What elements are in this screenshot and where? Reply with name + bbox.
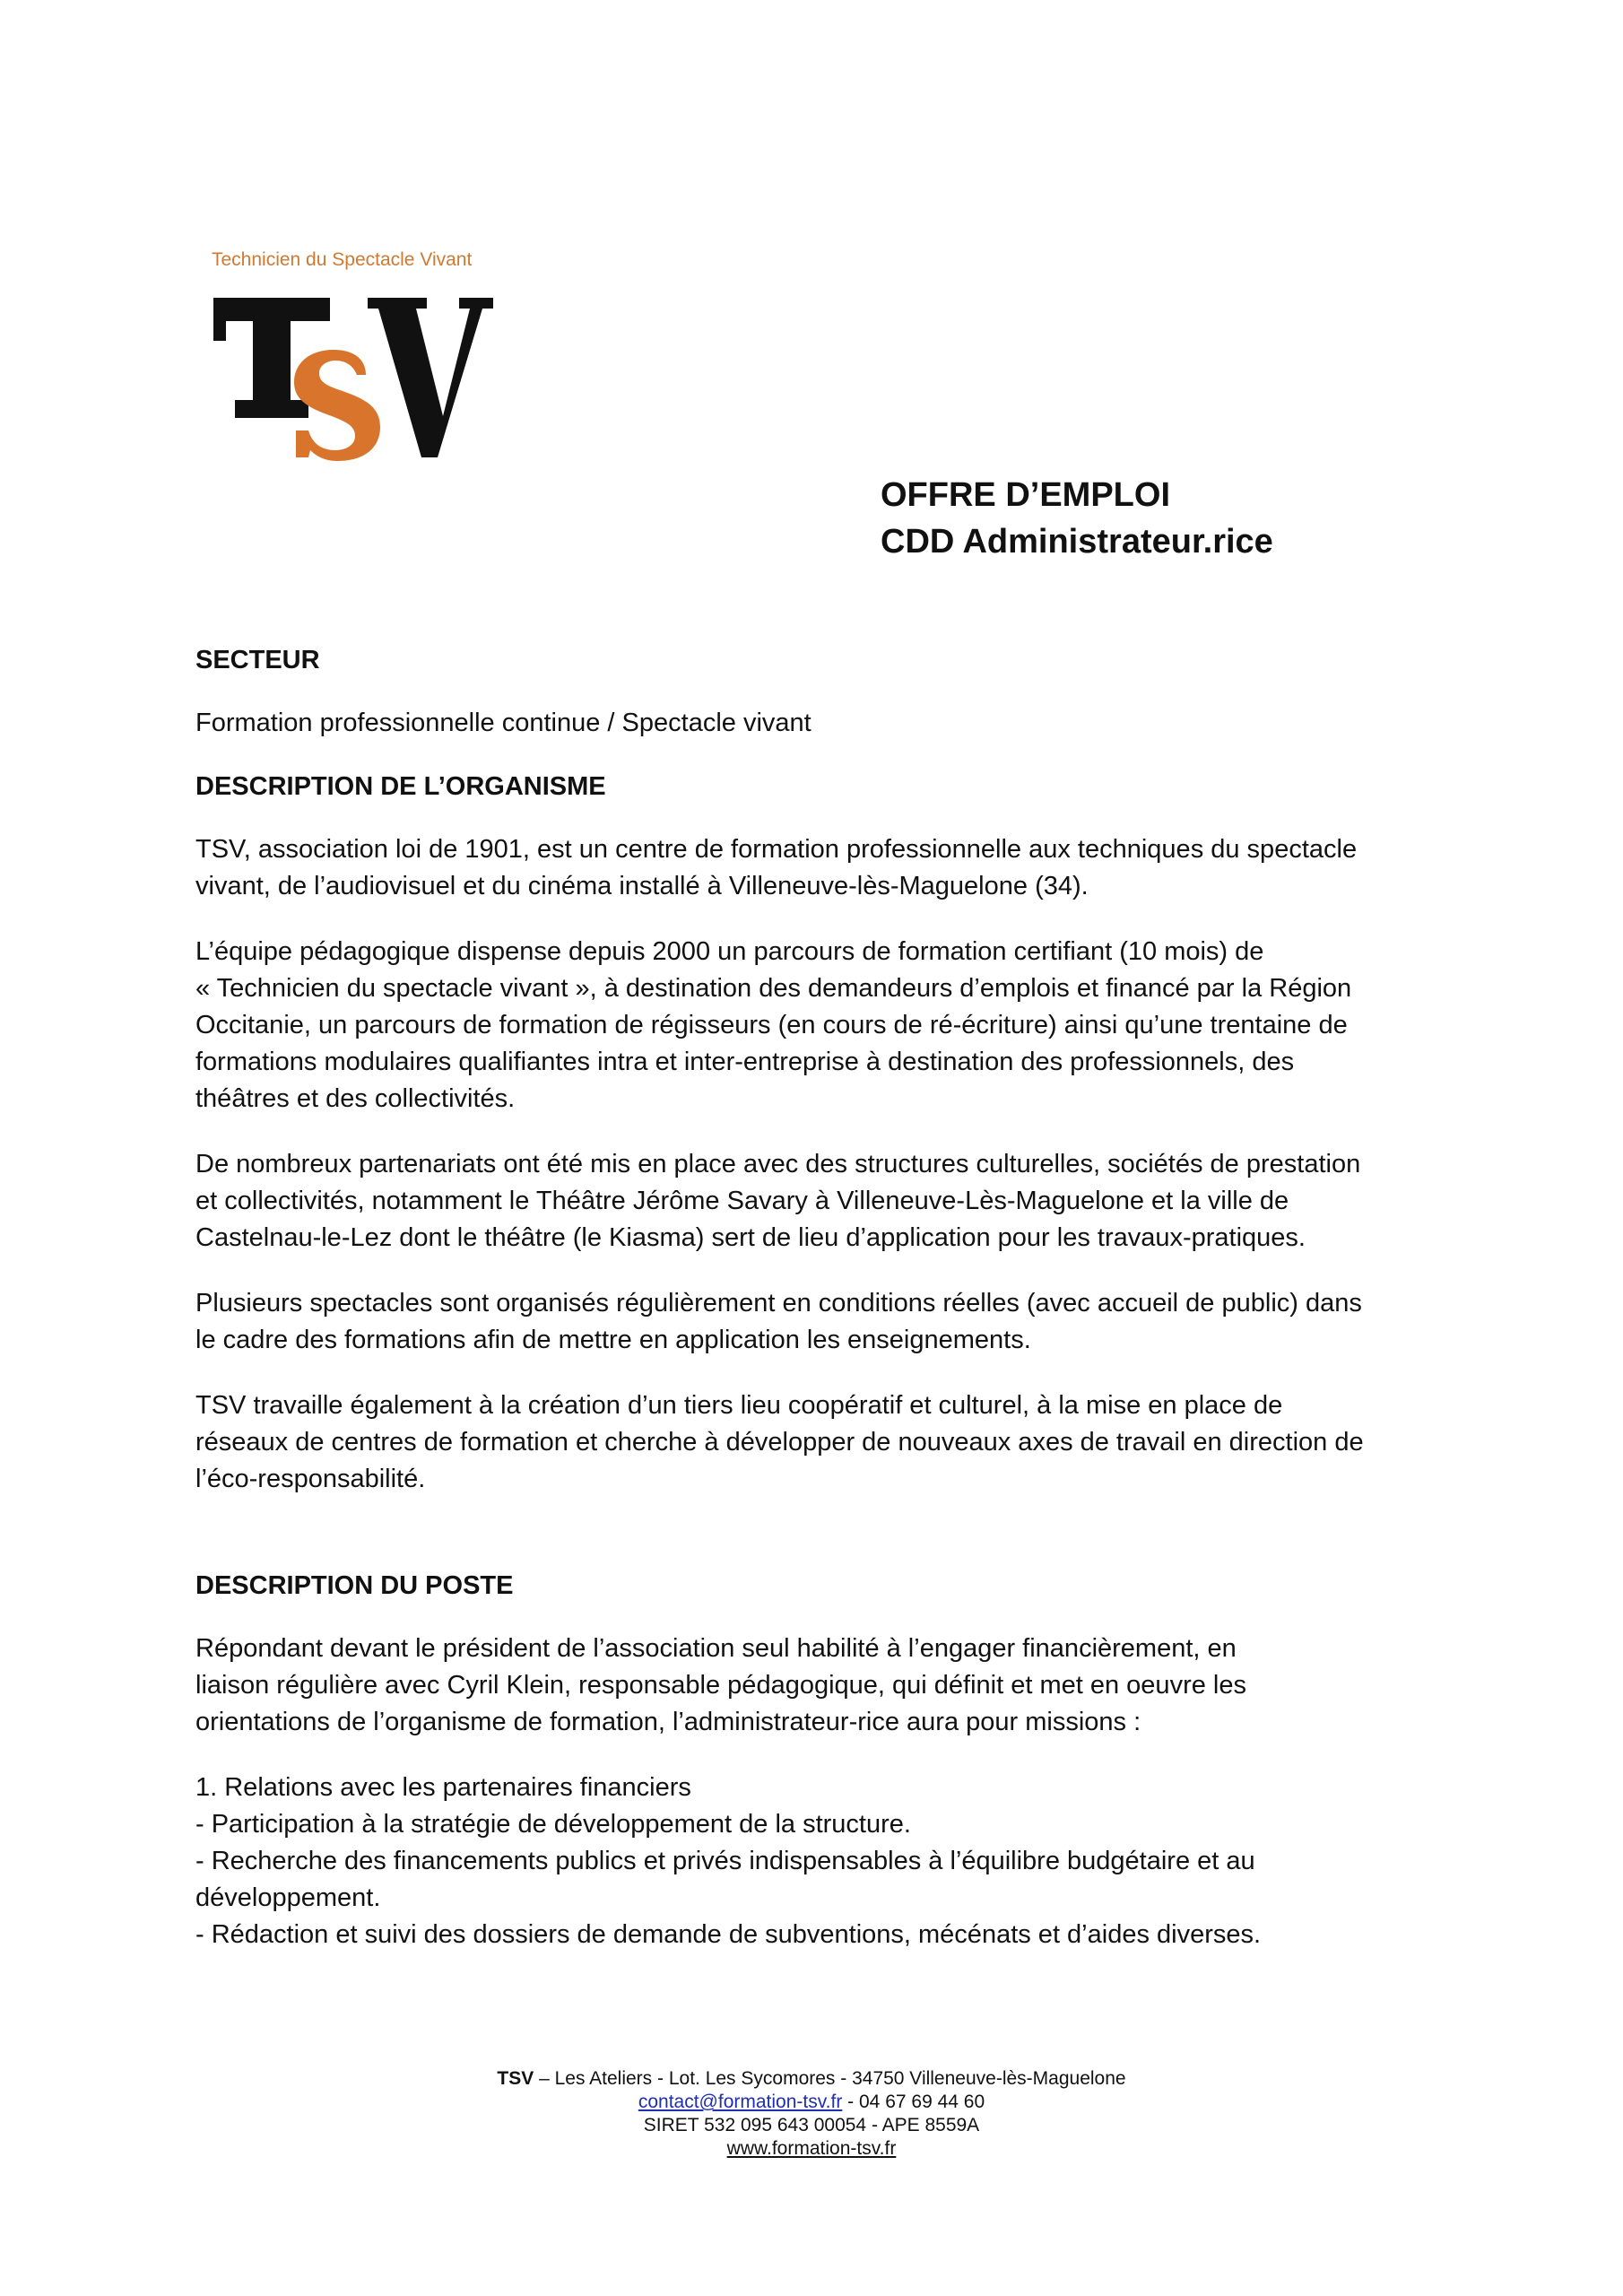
secteur-text: Formation professionnelle continue / Spectacle vivant <box>195 709 812 737</box>
text-line: L’équipe pédagogique dispense depuis 2000 un parcours de formation certifiant (10 mois) de <box>195 937 1264 966</box>
heading-poste: DESCRIPTION DU POSTE <box>195 1571 514 1600</box>
text-line: TSV, association loi de 1901, est un centre de formation professionnelle aux techniques du spectacle <box>195 835 1358 864</box>
footer-address: – Les Ateliers - Lot. Les Sycomores - 34750 Villeneuve-lès-Maguelone <box>534 2068 1126 2089</box>
text-line: Occitanie, un parcours de formation de régisseurs (en cours de ré-écriture) ainsi qu’une trentaine de <box>195 1011 1348 1039</box>
list-item: - Recherche des financements publics et privés indispensables à l’équilibre budgétaire et au <box>195 1847 1255 1875</box>
missions-list <box>195 1770 1451 1953</box>
footer-phone: - 04 67 69 44 60 <box>842 2092 985 2112</box>
text-line: théâtres et des collectivités. <box>195 1084 516 1113</box>
footer-contact-line <box>0 2091 1623 2114</box>
text-line: réseaux de centres de formation et cherche à développer de nouveaux axes de travail en direction de <box>195 1428 1364 1457</box>
tsv-logo-letters-icon <box>208 282 495 461</box>
list-item: - Rédaction et suivi des dossiers de demande de subventions, mécénats et d’aides diverses. <box>195 1920 1262 1949</box>
text-line: TSV travaille également à la création d’un tiers lieu coopératif et culturel, à la mise en place de <box>195 1391 1283 1420</box>
organisme-paragraph-2 <box>195 934 1451 1118</box>
job-title: CDD Administrateur.rice <box>881 523 1273 561</box>
list-item: 1. Relations avec les partenaires financiers <box>195 1773 691 1802</box>
document-body <box>195 642 1451 1953</box>
footer-address-line <box>0 2067 1623 2091</box>
organisme-paragraph-4 <box>195 1285 1451 1359</box>
organisme-paragraph-3 <box>195 1146 1451 1257</box>
heading-organisme: DESCRIPTION DE L’ORGANISME <box>195 772 606 801</box>
footer-email-link[interactable]: contact@formation-tsv.fr <box>638 2092 843 2112</box>
tsv-logo <box>208 249 495 474</box>
footer-website-link[interactable]: www.formation-tsv.fr <box>726 2138 897 2159</box>
footer-org: TSV <box>497 2068 534 2089</box>
job-title-block <box>881 472 1273 565</box>
organisme-paragraph-5 <box>195 1387 1451 1498</box>
text-line: l’éco-responsabilité. <box>195 1465 426 1493</box>
text-line: vivant, de l’audiovisuel et du cinéma installé à Villeneuve-lès-Maguelone (34). <box>195 872 1089 900</box>
text-line: orientations de l’organisme de formation, l’administrateur-rice aura pour missions : <box>195 1708 1141 1736</box>
logo-tagline: Technicien du Spectacle Vivant <box>212 249 473 270</box>
organisme-paragraph-1 <box>195 831 1451 905</box>
poste-intro <box>195 1631 1451 1741</box>
text-line: Castelnau-le-Lez dont le théâtre (le Kiasma) sert de lieu d’application pour les travaux-pratiques. <box>195 1223 1306 1252</box>
text-line: liaison régulière avec Cyril Klein, responsable pédagogique, qui définit et met en oeuvre les <box>195 1671 1246 1700</box>
list-item: - Participation à la stratégie de développement de la structure. <box>195 1810 911 1839</box>
text-line: formations modulaires qualifiantes intra et inter-entreprise à destination des professionnels, des <box>195 1048 1295 1076</box>
text-line: Plusieurs spectacles sont organisés régulièrement en conditions réelles (avec accueil de public) dans <box>195 1289 1362 1318</box>
footer-siret: SIRET 532 095 643 00054 - APE 8559A <box>643 2115 980 2135</box>
page-footer <box>0 2067 1623 2161</box>
job-offer-label: OFFRE D’EMPLOI <box>881 476 1170 514</box>
text-line: « Technicien du spectacle vivant », à destination des demandeurs d’emplois et financé par la Région <box>195 974 1352 1003</box>
text-line: et collectivités, notamment le Théâtre Jérôme Savary à Villeneuve-Lès-Maguelone et la ville de <box>195 1187 1289 1215</box>
text-line: le cadre des formations afin de mettre en application les enseignements. <box>195 1326 1031 1354</box>
text-line: Répondant devant le président de l’association seul habilité à l’engager financièrement, en <box>195 1634 1237 1663</box>
list-item: développement. <box>195 1883 381 1912</box>
heading-secteur: SECTEUR <box>195 646 320 674</box>
text-line: De nombreux partenariats ont été mis en place avec des structures culturelles, sociétés de prestation <box>195 1150 1361 1178</box>
